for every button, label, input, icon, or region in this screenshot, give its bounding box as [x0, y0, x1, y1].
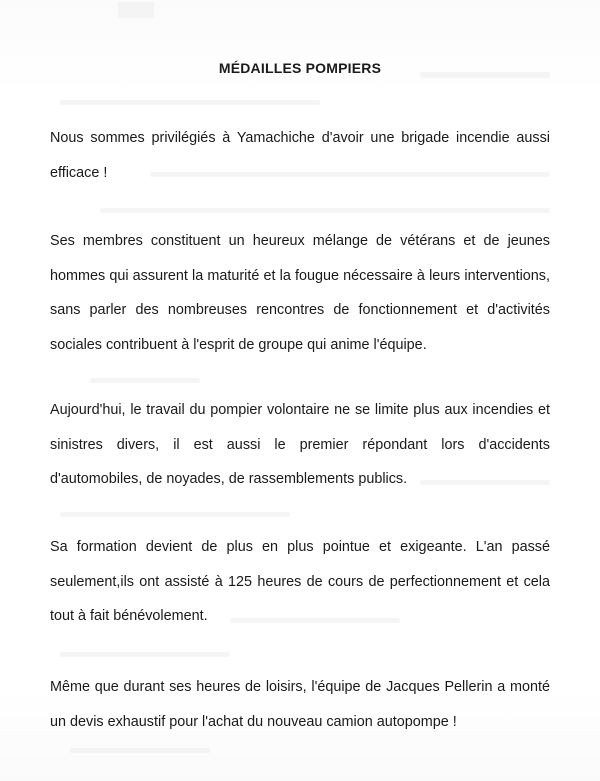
- bleed-through-mark: [60, 652, 230, 657]
- bleed-through-mark: [118, 2, 154, 18]
- paragraph-fire-truck: Même que durant ses heures de loisirs, l'équipe de Jacques Pellerin a monté un devis exhaustif pour l'achat du nouveau camion autopompe !: [50, 679, 550, 730]
- paragraph-brigade: Nous sommes privilégiés à Yamachiche d'avoir une brigade incendie aussi efficace !: [50, 130, 550, 181]
- bleed-through-mark: [70, 748, 210, 753]
- paragraph-training: Sa formation devient de plus en plus pointue et exigeante. L'an passé seulement,ils ont assisté à 125 heures de cours de perfectionnement et cela tout à fait bénévolement.: [50, 539, 550, 624]
- bleed-through-mark: [60, 100, 320, 105]
- bleed-through-mark: [90, 378, 200, 383]
- paragraph-volunteer-work: Aujourd'hui, le travail du pompier volontaire ne se limite plus aux incendies et sinistres divers, il est aussi le premier répondant lors d'accidents d'automobiles, de noyades, de rassemblements publics.: [50, 402, 550, 487]
- bleed-through-mark: [60, 512, 290, 517]
- document-title: MÉDAILLES POMPIERS: [218, 60, 382, 76]
- paragraph-members: Ses membres constituent un heureux mélange de vétérans et de jeunes hommes qui assurent la maturité et la fougue nécessaire à leurs interventions, sans parler des nombreuses rencontres de fonctionnement et d'activités sociales contribuent à l'esprit de groupe qui anime l'équipe.: [50, 233, 550, 353]
- bleed-through-mark: [100, 208, 550, 213]
